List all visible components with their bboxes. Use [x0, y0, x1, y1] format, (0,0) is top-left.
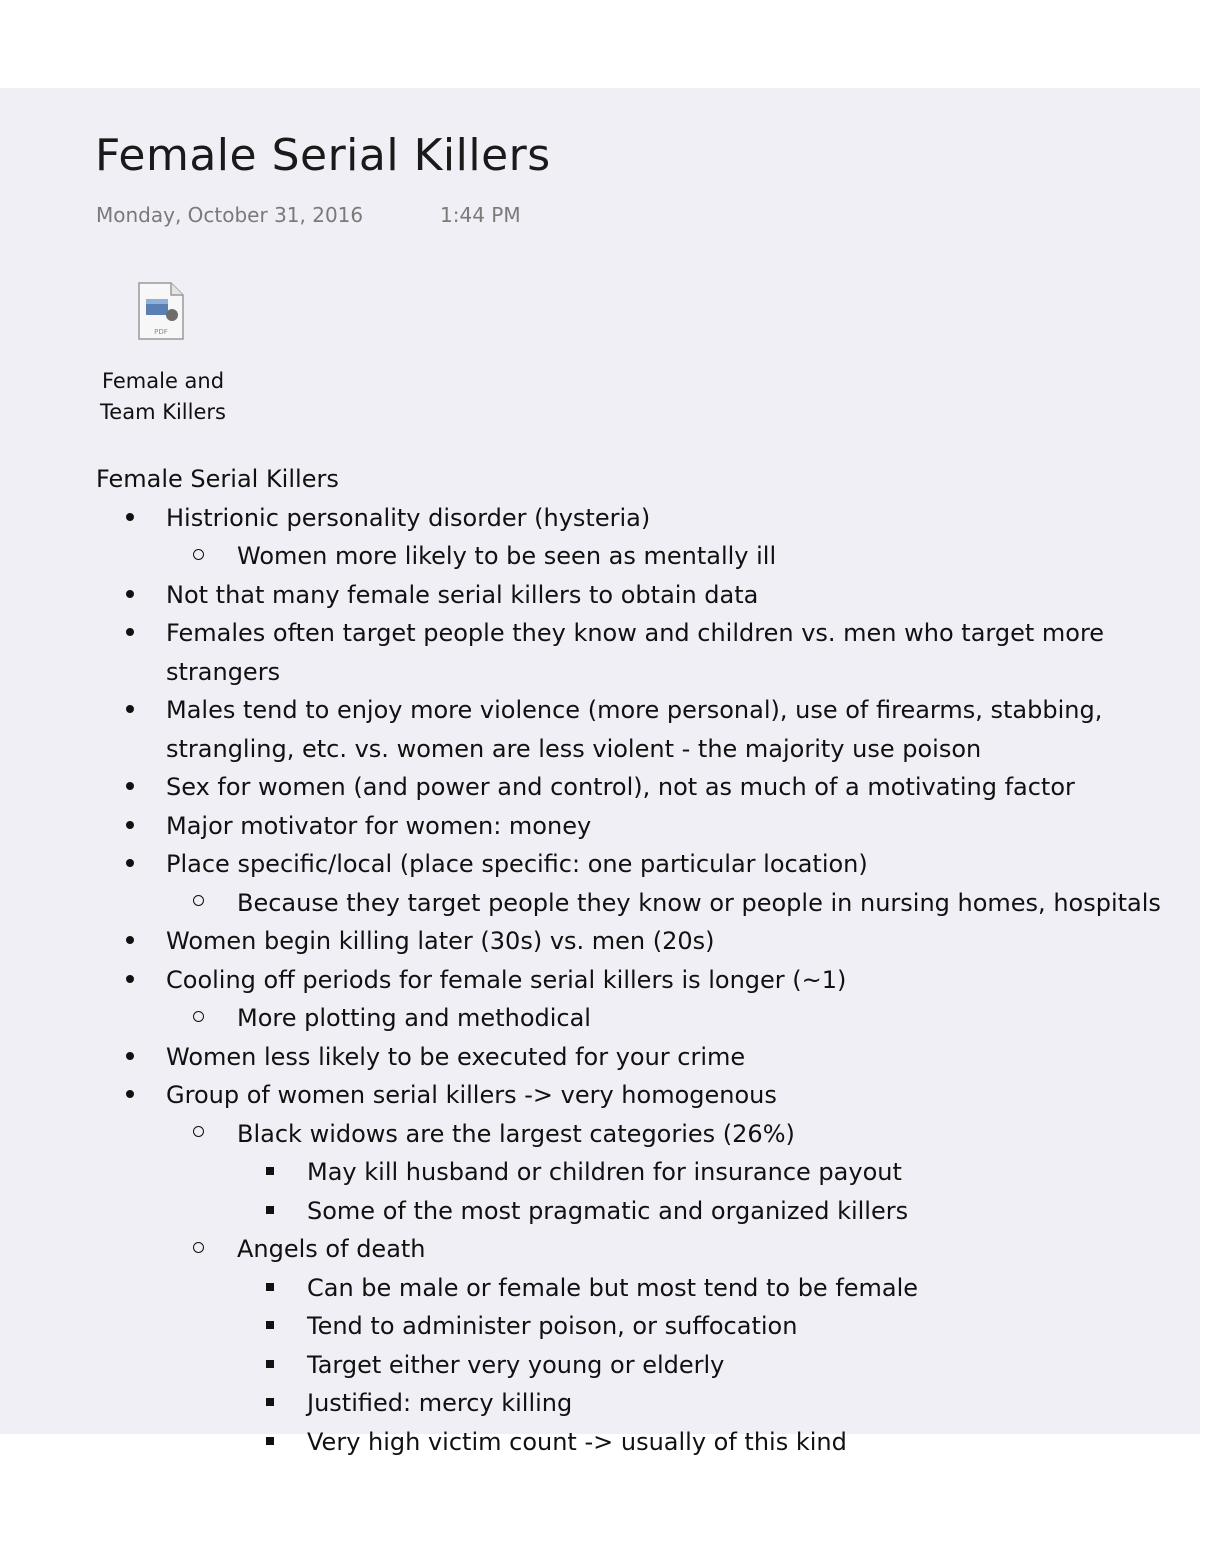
bullet-dot-icon [120, 961, 140, 1000]
bullet-square-icon [260, 1384, 280, 1423]
page-date: Monday, October 31, 2016 [96, 203, 364, 227]
attachment-label[interactable] [93, 366, 233, 428]
list-item: Males tend to enjoy more violence (more personal), use of firearms, stabbing, strangling, etc. vs. women are less violent - the majority use poison [96, 691, 1216, 768]
list-item: More plotting and methodical [96, 999, 1216, 1038]
list-item: Some of the most pragmatic and organized killers [96, 1192, 1216, 1231]
bullet-square-icon [260, 1192, 280, 1231]
list-item: Sex for women (and power and control), not as much of a motivating factor [96, 768, 1216, 807]
list-item: Place specific/local (place specific: one particular location) [96, 845, 1216, 884]
list-item: Because they target people they know or people in nursing homes, hospitals [96, 884, 1216, 923]
bullet-dot-icon [120, 807, 140, 846]
list-item: Target either very young or elderly [96, 1346, 1216, 1385]
list-item: Not that many female serial killers to obtain data [96, 576, 1216, 615]
bullet-dot-icon [120, 845, 140, 884]
list-item: Women less likely to be executed for your crime [96, 1038, 1216, 1077]
list-item: Very high victim count -> usually of this kind [96, 1423, 1216, 1462]
bullet-dot-icon [120, 499, 140, 538]
bullet-dot-icon [120, 768, 140, 807]
list-item: Women begin killing later (30s) vs. men (20s) [96, 922, 1216, 961]
bullet-circle-icon [188, 999, 208, 1038]
list-item: Tend to administer poison, or suffocation [96, 1307, 1216, 1346]
bullet-circle-icon [188, 884, 208, 923]
list-item: Can be male or female but most tend to be female [96, 1269, 1216, 1308]
attachment-label-line-2: Team Killers [100, 400, 226, 424]
bullet-square-icon [260, 1153, 280, 1192]
list-item: Group of women serial killers -> very homogenous [96, 1076, 1216, 1115]
bullet-dot-icon [120, 1076, 140, 1115]
list-item: May kill husband or children for insurance payout [96, 1153, 1216, 1192]
bullet-square-icon [260, 1346, 280, 1385]
bullet-square-icon [260, 1307, 280, 1346]
list-item: Females often target people they know and children vs. men who target more strangers [96, 614, 1216, 691]
list-item: Major motivator for women: money [96, 807, 1216, 846]
page-title: Female Serial Killers [95, 130, 551, 181]
bullet-square-icon [260, 1269, 280, 1308]
list-item: Angels of death [96, 1230, 1216, 1269]
note-page [0, 88, 1200, 1456]
bullet-dot-icon [120, 576, 140, 615]
bullet-square-icon [260, 1423, 280, 1462]
list-item: Histrionic personality disorder (hysteria) [96, 499, 1216, 538]
pdf-file-icon[interactable] [135, 281, 187, 343]
bullet-circle-icon [188, 537, 208, 576]
list-item: Black widows are the largest categories (26%) [96, 1115, 1216, 1154]
list-item: Justified: mercy killing [96, 1384, 1216, 1423]
bullet-dot-icon [120, 922, 140, 961]
page-timestamp [96, 203, 521, 227]
pdf-badge-text: PDF [154, 328, 168, 336]
attachment-label-line-1: Female and [101, 369, 225, 393]
bullet-dot-icon [120, 614, 140, 653]
bullet-circle-icon [188, 1230, 208, 1269]
list-item: Cooling off periods for female serial killers is longer (~1) [96, 961, 1216, 1000]
page-time: 1:44 PM [440, 203, 521, 227]
bullet-circle-icon [188, 1115, 208, 1154]
notes-heading: Female Serial Killers [96, 465, 339, 493]
bullet-dot-icon [120, 691, 140, 730]
notes-outline [96, 460, 1216, 1461]
bullet-dot-icon [120, 1038, 140, 1077]
list-item: Women more likely to be seen as mentally ill [96, 537, 1216, 576]
